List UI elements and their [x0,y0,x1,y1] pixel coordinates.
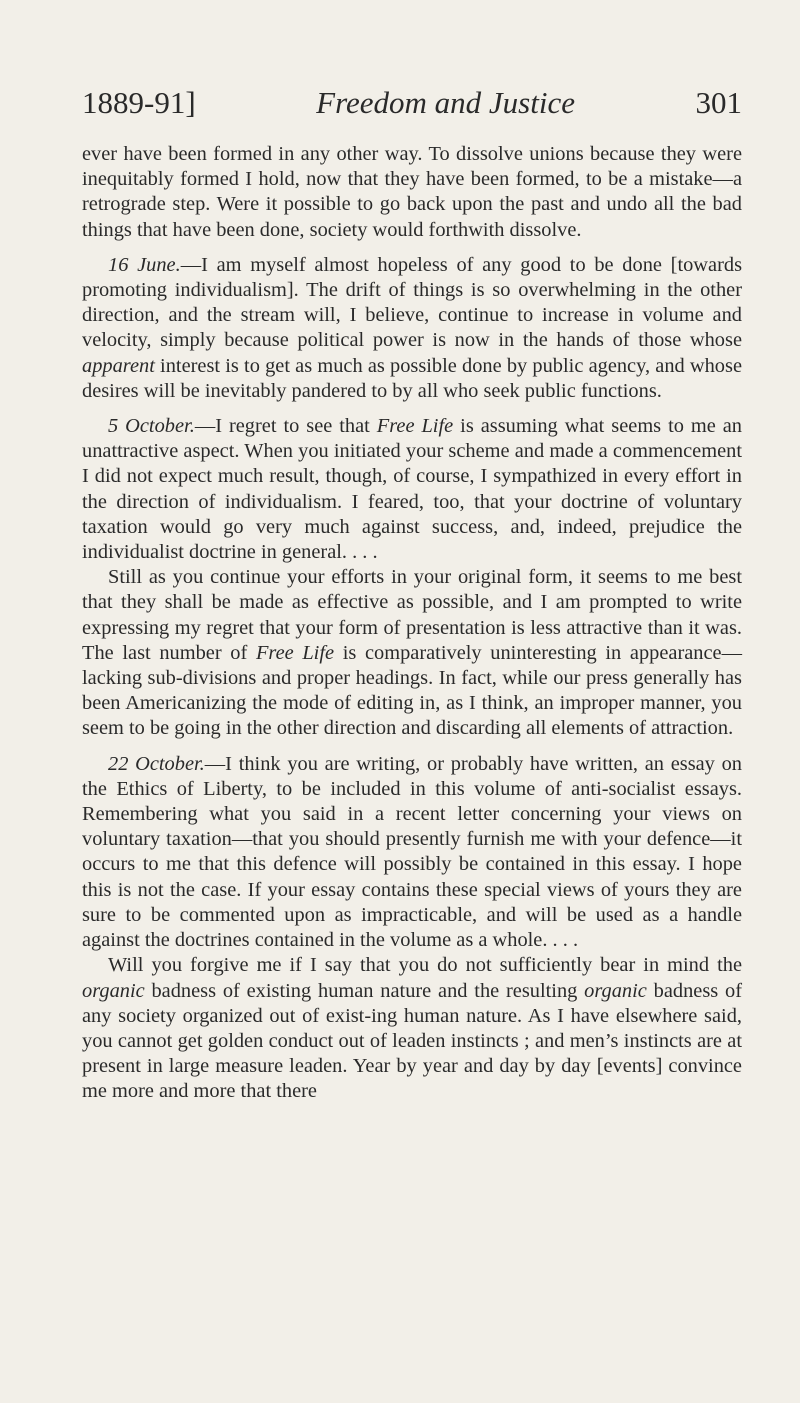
book-page [82,86,742,1115]
paragraph-3-text-b: is assuming what seems to me an unattractive aspect. When you initiated your scheme and made a commencement I did not expect much result, though, of course, I sympathized in every effort in the direction of individualism. I feared, too, that your doctrine of voluntary taxation would go very much against success, and, indeed, prejudice the individualist doctrine in general. . . . [82,415,742,564]
paragraph-4-text-a: Still as you continue your efforts in your original form, it seems to me best that they shall be made as effective as possible, and I am prompted to write expressing my regret that your form of presentation is less attractive than it was. The last number of [82,566,742,664]
paragraph-3-text-a: —I regret to see that [194,415,377,438]
date-22-october: 22 October. [108,752,205,775]
header-years: 1889-91] [82,85,196,120]
paragraph-october-22-cont [82,953,742,1104]
paragraph-5-text: —I think you are writing, or probably have written, an essay on the Ethics of Liberty, to be included in this volume of anti-socialist essays. Remembering what you said in a recent letter concerning your views on voluntary taxation—that you should presently furnish me with your defence—it occurs to me that this defence will possibly be contained in this essay. I hope this is not the case. If your essay contains these special views of yours they are sure to be commented upon as impracticable, and will be used as a handle against the doctrines contained in the volume as a whole. . . . [82,752,742,952]
paragraph-june-16 [82,253,742,404]
paragraph-october-22 [82,752,742,954]
paragraph-2-text-b: interest is to get as much as possible done by public agency, and whose desires will be inevitably pandered to by all who seek public functions. [82,354,742,402]
paragraph-2-text-a: —I am myself almost hopeless of any good to be done [towards promoting individualism]. The drift of things is so overwhelming in the other direction, and the stream will, I believe, continue to increase in volume and velocity, simply because political power is now in the hands of those whose [82,253,743,352]
paragraph-6-text-b: badness of existing human nature and the resulting [144,979,585,1002]
paragraph-6-text-a: Will you forgive me if I say that you do not sufficiently bear in mind the [108,954,742,977]
paragraph-october-5-cont [82,565,742,741]
paragraph-4-text-b: is comparatively uninteresting in appearance—lacking sub-divisions and proper headings. In fact, while our press generally has been Americanizing the mode of editing in, as I think, an improper manner, you seem to be going in the other direction and discarding all elements of attraction. [82,641,742,740]
emphasis-apparent: apparent [82,354,155,377]
emphasis-organic-2: organic [584,979,647,1002]
running-header [82,86,742,120]
header-title: Freedom and Justice [316,85,575,120]
date-5-october: 5 October. [108,415,195,438]
emphasis-organic-1: organic [82,979,145,1002]
date-16-june: 16 June. [108,253,181,276]
page-number: 301 [695,85,742,120]
emphasis-free-life-1: Free Life [376,415,454,438]
paragraph-1 [82,142,742,243]
emphasis-free-life-2: Free Life [255,641,335,664]
paragraph-6-text-c: badness of any society organized out of exist-ing human nature. As I have elsewhere said, you cannot get golden conduct out of leaden instincts ; and men’s instincts are at present in large measure leaden. Year by year and day by day [events] convince me more and more that there [82,979,742,1103]
paragraph-october-5 [82,414,742,565]
paragraph-1-text: ever have been formed in any other way. To dissolve unions because they were inequitably formed I hold, now that they have been formed, to be a mistake—a retrograde step. Were it possible to go back upon the past and undo all the bad things that have been done, society would forthwith dissolve. [82,143,742,241]
